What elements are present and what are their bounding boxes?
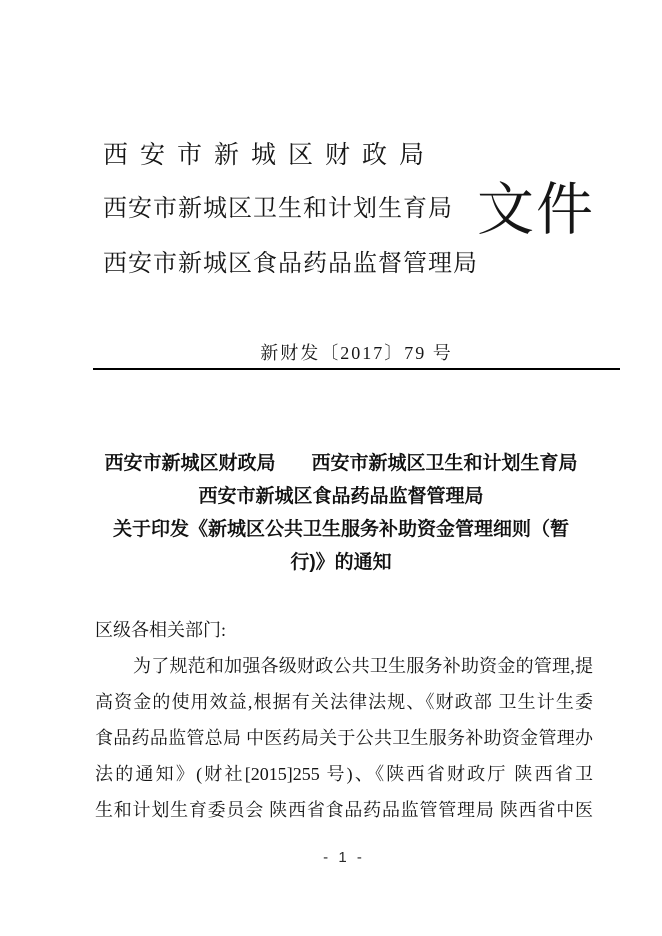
document-body bbox=[95, 612, 593, 828]
body-salutation: 区级各相关部门: bbox=[95, 620, 227, 640]
document-title-block bbox=[20, 447, 662, 579]
body-paragraph-line: 食品药品监管总局 中医药局关于公共卫生服务补助资金管理办 bbox=[95, 728, 593, 748]
letterhead-org-food-drug-administration: 西安市新城区食品药品监督管理局 bbox=[103, 251, 478, 277]
title-org-line2: 西安市新城区食品药品监督管理局 bbox=[198, 486, 484, 507]
page-number: - 1 - bbox=[323, 849, 365, 866]
letterhead-org-health-family-planning-bureau: 西安市新城区卫生和计划生育局 bbox=[103, 196, 453, 222]
title-subject-line1: 关于印发《新城区公共卫生服务补助资金管理细则（暂 bbox=[112, 519, 569, 540]
body-paragraph-line: 生和计划生育委员会 陕西省食品药品监管管理局 陕西省中医 bbox=[95, 800, 593, 820]
document-reference-number: 新财发〔2017〕79 号 bbox=[260, 343, 453, 363]
body-paragraph-line: 为了规范和加强各级财政公共卫生服务补助资金的管理,提 bbox=[133, 656, 593, 676]
title-org-right: 西安市新城区卫生和计划生育局 bbox=[311, 453, 578, 474]
letterhead-document-word: 文件 bbox=[477, 178, 595, 242]
body-paragraph-line: 高资金的使用效益,根据有关法律法规、《财政部 卫生计生委 bbox=[95, 692, 593, 712]
body-paragraph-line: 法的通知》(财社[2015]255 号)、《陕西省财政厅 陕西省卫 bbox=[95, 764, 593, 784]
title-issuing-orgs-row bbox=[20, 447, 662, 480]
letterhead-org-finance-bureau: 西安市新城区财政局 bbox=[103, 142, 437, 169]
title-subject-line2: 行)》的通知 bbox=[290, 552, 392, 573]
letterhead-divider-rule bbox=[93, 368, 620, 370]
title-org-left: 西安市新城区财政局 bbox=[104, 453, 276, 474]
